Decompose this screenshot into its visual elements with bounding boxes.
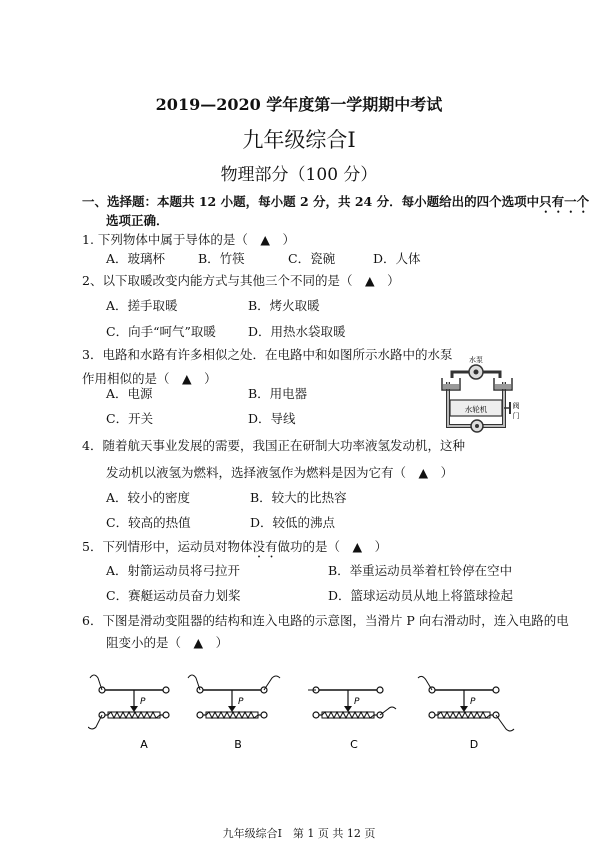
q1-option-d: D．人体 bbox=[373, 251, 421, 266]
q6-stem: 6．下图是滑动变阻器的结构和连入电路的示意图，当滑片 P 向右滑动时，连入电路的电 bbox=[82, 613, 569, 628]
q3-stem: 3．电路和水路有许多相似之处．在电路中和如图所示水路中的水泵 bbox=[82, 347, 453, 362]
rheostat-d bbox=[418, 676, 514, 751]
q4-option-b: B．较大的比热容 bbox=[250, 490, 347, 505]
page-footer: 九年级综合Ⅰ 第 1 页 共 12 页 bbox=[222, 827, 376, 840]
rheostat-a bbox=[88, 675, 169, 751]
slider-label-a: P bbox=[140, 697, 146, 707]
rheostat-b bbox=[188, 675, 280, 751]
q3-option-d: D．导线 bbox=[248, 411, 296, 426]
q1-option-a: A．玻璃杯 bbox=[106, 251, 166, 266]
slider-label-d: P bbox=[470, 697, 476, 707]
figure-label-b: B bbox=[234, 738, 242, 751]
q3-stem-cont: 作用相似的是（ ▲ ） bbox=[82, 371, 217, 386]
turbine-label: 水轮机 bbox=[464, 405, 488, 414]
q2-option-a: A．搓手取暖 bbox=[106, 298, 178, 313]
q5-option-a: A．射箭运动员将弓拉开 bbox=[106, 563, 241, 578]
figure-label-a: A bbox=[140, 738, 148, 751]
slider-label-c: P bbox=[354, 697, 360, 707]
q4-stem-cont: 发动机以液氢为燃料，选择液氢作为燃料是因为它有（ ▲ ） bbox=[106, 465, 454, 480]
q3-option-c: C．开关 bbox=[106, 411, 154, 426]
q4-option-a: A．较小的密度 bbox=[106, 490, 191, 505]
q2-option-b: B．烤火取暖 bbox=[248, 298, 320, 313]
exam-title: 2019—2020 学年度第一学期期中考试 bbox=[155, 95, 443, 114]
slider-label-b: P bbox=[238, 697, 244, 707]
q5-option-d: D．篮球运动员从地上将篮球捡起 bbox=[328, 588, 514, 603]
figure-label-c: C bbox=[350, 738, 358, 751]
water-circuit-figure bbox=[438, 352, 520, 438]
q4-option-d: D．较低的沸点 bbox=[250, 515, 336, 530]
valve-label-2: 门 bbox=[512, 412, 520, 420]
q2-stem: 2、以下取暖改变内能方式与其他三个不同的是（ ▲ ） bbox=[82, 273, 400, 288]
part1-instruction: 一、选择题：本题共 12 小题，每小题 2 分，共 24 分．每小题给出的四个选项中只有一个 bbox=[82, 194, 590, 209]
q5-stem: 5．下列情形中，运动员对物体没有做功的是（ ▲ ） bbox=[82, 539, 388, 554]
rheostat-figures bbox=[88, 672, 528, 758]
q4-stem: 4．随着航天事业发展的需要，我国正在研制大功率液氢发动机，这种 bbox=[82, 438, 465, 453]
q5-option-c: C．赛艇运动员奋力划桨 bbox=[106, 588, 241, 603]
section-title: 物理部分（100 分） bbox=[220, 165, 378, 185]
q3-option-a: A．电源 bbox=[106, 386, 153, 401]
q1-option-c: C．瓷碗 bbox=[288, 251, 336, 266]
q4-option-c: C．较高的热值 bbox=[106, 515, 191, 530]
pump-label: 水泵 bbox=[469, 356, 483, 364]
q3-option-b: B．用电器 bbox=[248, 386, 308, 401]
valve-label-1: 阀 bbox=[512, 402, 520, 410]
q6-stem-cont: 阻变小的是（ ▲ ） bbox=[106, 635, 229, 650]
part1-instruction-cont: 选项正确． bbox=[106, 213, 169, 228]
figure-label-d: D bbox=[469, 738, 479, 751]
q2-option-c: C．向手“呵气”取暖 bbox=[106, 324, 216, 339]
exam-subtitle: 九年级综合Ⅰ bbox=[242, 128, 356, 152]
rheostat-c bbox=[308, 687, 396, 751]
q1-stem: 1. 下列物体中属于导体的是（ ▲ ） bbox=[82, 232, 296, 247]
q5-option-b: B．举重运动员举着杠铃停在空中 bbox=[328, 563, 513, 578]
q2-option-d: D．用热水袋取暖 bbox=[248, 324, 346, 339]
q1-option-b: B．竹筷 bbox=[198, 251, 245, 266]
